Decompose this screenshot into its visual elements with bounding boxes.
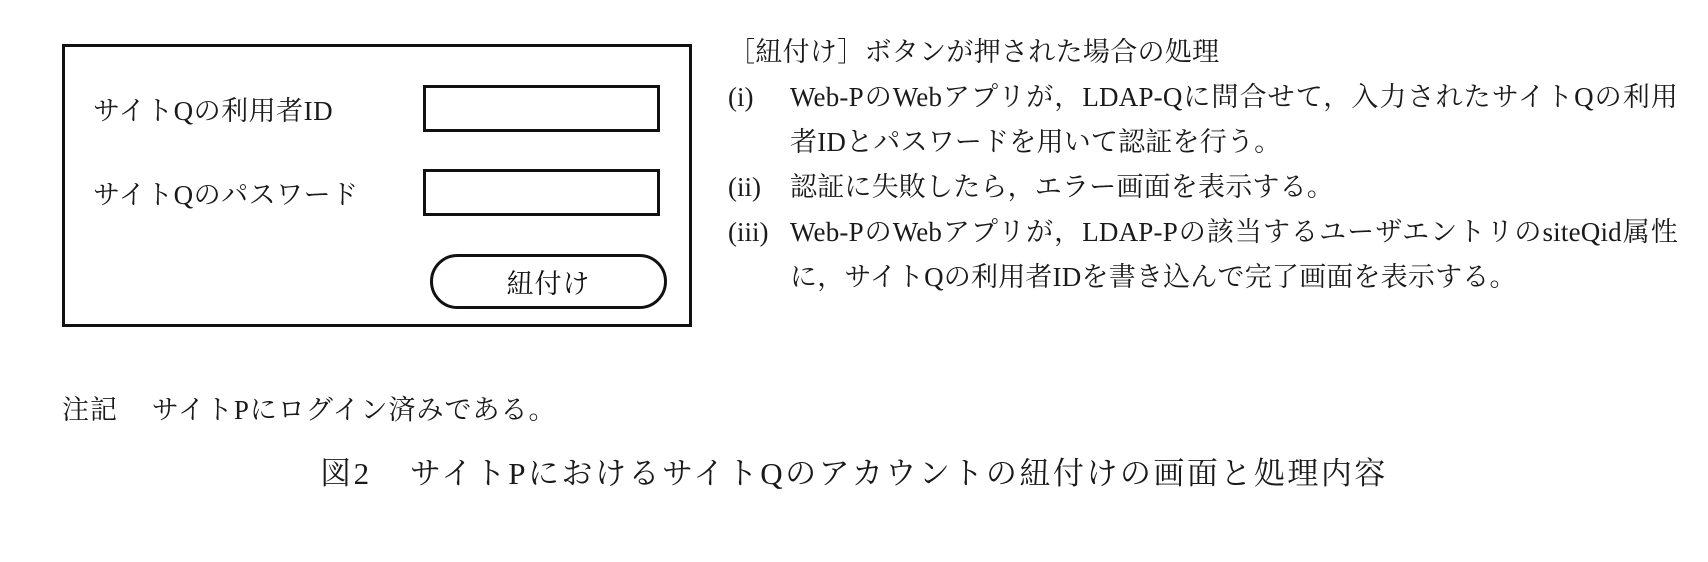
note-label: 注記	[62, 395, 118, 425]
procedure-heading: ［紐付け］ボタンが押された場合の処理	[728, 37, 1220, 67]
note-text: サイトPにログイン済みである。	[151, 395, 557, 425]
form-row	[93, 169, 660, 216]
figure-number: 図2	[320, 456, 372, 491]
link-account-button[interactable]: 紐付け	[430, 254, 667, 309]
site-q-userid-label: サイトQの利用者ID	[93, 96, 334, 126]
procedure-item	[728, 210, 1678, 300]
form-row	[93, 85, 660, 132]
procedure-item-text: 認証に失敗したら，エラー画面を表示する。	[790, 172, 1334, 202]
site-q-userid-input[interactable]	[423, 85, 660, 132]
figure-title: サイトPにおけるサイトQのアカウントの紐付けの画面と処理内容	[409, 456, 1388, 491]
procedure-item-text: Web-PのWebアプリが，LDAP-Qに問合せて，入力されたサイトQの利用者IDとパスワードを用いて認証を行う。	[790, 82, 1678, 157]
link-button-wrapper	[430, 254, 667, 309]
site-q-password-label: サイトQのパスワード	[93, 180, 359, 210]
figure-caption	[0, 448, 1708, 493]
link-account-form-panel	[62, 44, 692, 327]
procedure-item-marker: (ii)	[728, 172, 761, 202]
site-q-password-input[interactable]	[423, 169, 660, 216]
procedure-list	[728, 30, 1678, 300]
procedure-item-text: Web-PのWebアプリが，LDAP-Pの該当するユーザエントリのsiteQid属性に，サイトQの利用者IDを書き込んで完了画面を表示する。	[790, 217, 1678, 292]
procedure-item-marker: (iii)	[728, 217, 769, 247]
procedure-item	[728, 165, 1678, 210]
note-line	[62, 388, 557, 427]
procedure-item-marker: (i)	[728, 82, 754, 112]
procedure-item	[728, 75, 1678, 165]
